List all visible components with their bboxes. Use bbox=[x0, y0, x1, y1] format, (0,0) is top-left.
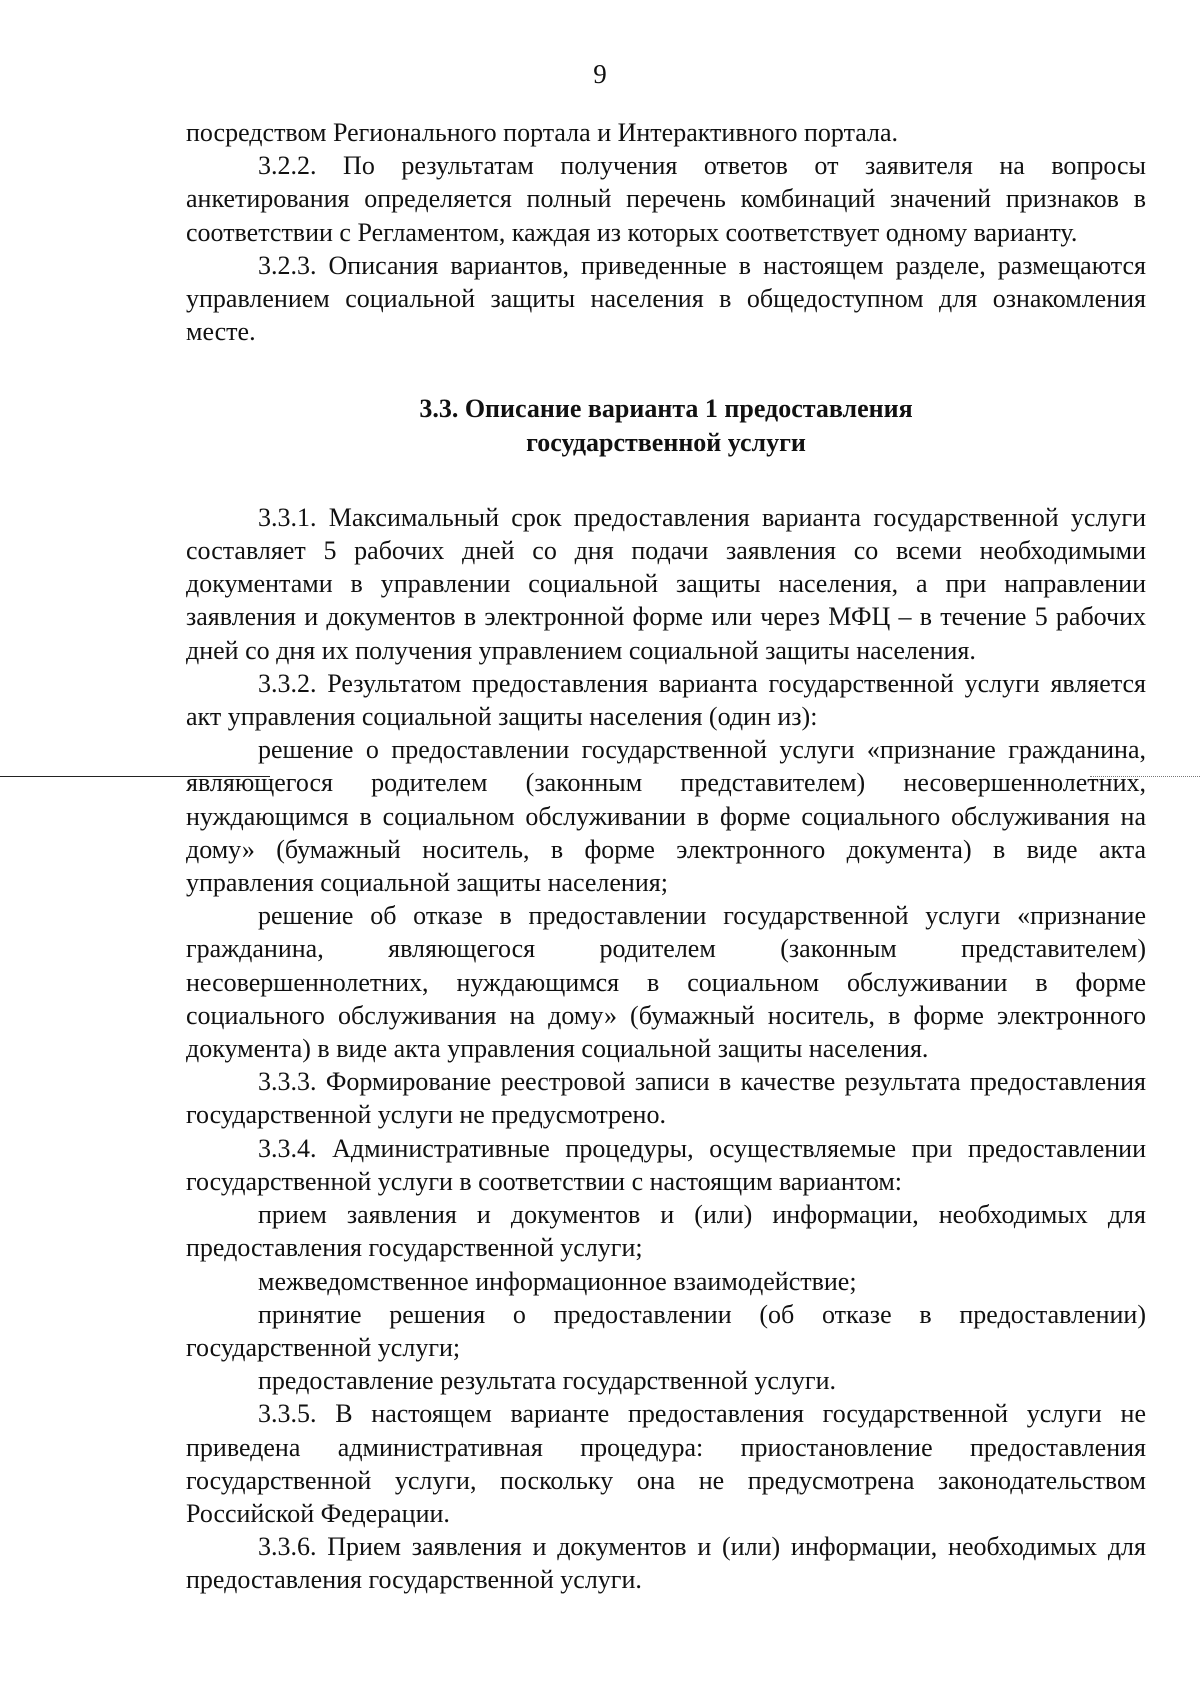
paragraph-procedure-reception: прием заявления и документов и (или) информации, необходимых для предоставления государственной услуги; bbox=[186, 1200, 1146, 1263]
section-heading bbox=[186, 392, 1146, 458]
page-number: 9 bbox=[593, 59, 607, 89]
paragraph-decision-grant: решение о предоставлении государственной услуги «признание гражданина, являющегося родителем (законным представителем) несовершеннолетних, нуждающимся в социальном обслуживании в форме социального обслуживания на дому» (бумажный носитель, в форме электронного документа) в виде акта управления социальной защиты населения; bbox=[186, 735, 1146, 898]
paragraph-intro-continuation: посредством Регионального портала и Интерактивного портала. bbox=[186, 118, 899, 147]
paragraph-procedure-interagency: межведомственное информационное взаимодействие; bbox=[258, 1266, 857, 1296]
paragraph-3-2-2: 3.2.2. По результатам получения ответов от заявителя на вопросы анкетирования определяется полный перечень комбинаций значений признаков в соответствии с Регламентом, каждая из которых соответствует одному варианту. bbox=[186, 151, 1146, 247]
document-body bbox=[186, 116, 1146, 1597]
section-heading-line1: 3.3. Описание варианта 1 предоставления bbox=[419, 394, 913, 424]
paragraph-3-3-4: 3.3.4. Административные процедуры, осуществляемые при предоставлении государственной услуги в соответствии с настоящим вариантом: bbox=[186, 1133, 1146, 1196]
paragraph-decision-refusal: решение об отказе в предоставлении государственной услуги «признание гражданина, являющегося родителем (законным представителем) несовершеннолетних, нуждающимся в социальном обслуживании в форме социального обслуживания на дому» (бумажный носитель, в форме электронного документа) в виде акта управления социальной защиты населения. bbox=[186, 901, 1146, 1064]
section-heading-line2: государственной услуги bbox=[526, 427, 806, 457]
paragraph-procedure-decision: принятие решения о предоставлении (об отказе в предоставлении) государственной услуги; bbox=[186, 1299, 1146, 1362]
paragraph-3-3-1: 3.3.1. Максимальный срок предоставления варианта государственной услуги составляет 5 рабочих дней со дня подачи заявления со всеми необходимыми документами в управлении социальной защиты населения, а при направлении заявления и документов в электронной форме или через МФЦ – в течение 5 рабочих дней со дня их получения управлением социальной защиты населения. bbox=[186, 502, 1146, 665]
paragraph-3-3-6: 3.3.6. Прием заявления и документов и (или) информации, необходимых для предоставления государственной услуги. bbox=[186, 1532, 1146, 1595]
paragraph-procedure-result: предоставление результата государственной услуги. bbox=[258, 1366, 837, 1396]
paragraph-3-3-5: 3.3.5. В настоящем варианте предоставления государственной услуги не приведена административная процедура: приостановление предоставления государственной услуги, поскольку она не предусмотрена законодательством Российской Федерации. bbox=[186, 1399, 1146, 1528]
paragraph-3-2-3: 3.2.3. Описания вариантов, приведенные в настоящем разделе, размещаются управлением социальной защиты населения в общедоступном для ознакомления месте. bbox=[186, 250, 1146, 347]
paragraph-3-3-2: 3.3.2. Результатом предоставления варианта государственной услуги является акт управления социальной защиты населения (один из): bbox=[186, 668, 1146, 732]
paragraph-3-3-3: 3.3.3. Формирование реестровой записи в качестве результата предоставления государственной услуги не предусмотрено. bbox=[186, 1067, 1146, 1130]
